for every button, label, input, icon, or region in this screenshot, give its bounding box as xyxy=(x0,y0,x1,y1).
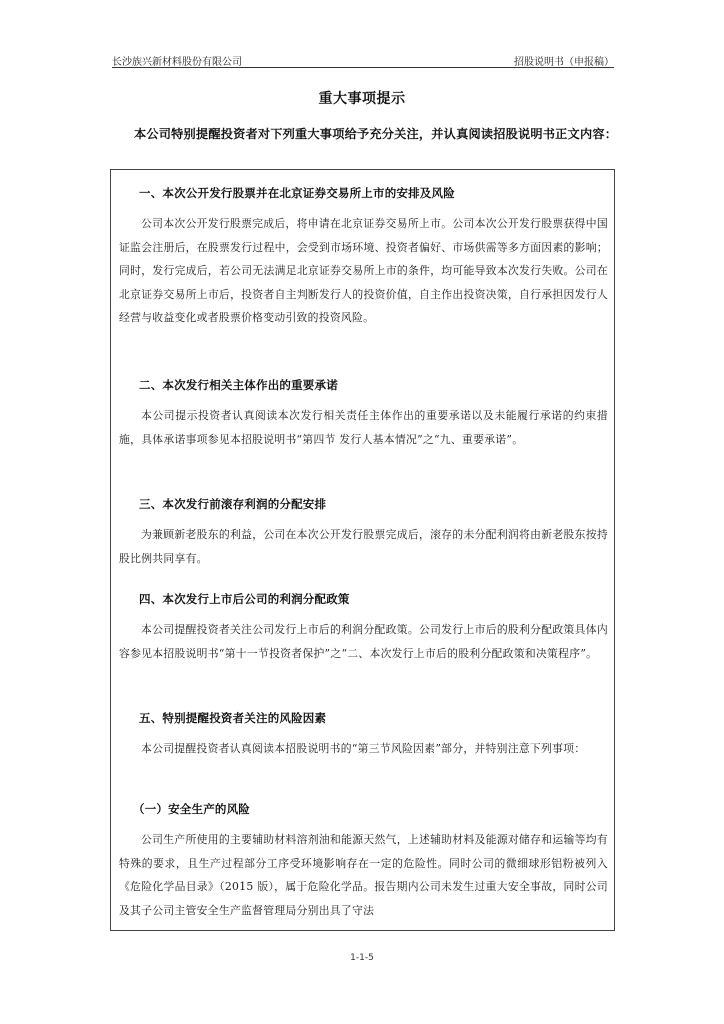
page-number: 1-1-5 xyxy=(350,953,374,963)
section-heading-1: 一、本次公开发行股票并在北京证券交易所上市的安排及风险 xyxy=(139,186,455,200)
section-heading-4: 四、本次发行上市后公司的利润分配政策 xyxy=(139,592,350,606)
section-body-5: 本公司提醒投资者认真阅读本招股说明书的“第三节风险因素”部分，并特别注意下列事项： xyxy=(141,742,586,755)
header-company-name: 长沙族兴新材料股份有限公司 xyxy=(112,57,242,68)
section-body-2: 本公司提示投资者认真阅读本次发行相关责任主体作出的重要承诺以及未能履行承诺的约束措施，具体承诺事项参见本招股说明书“第四节 发行人基本情况”之“九、重要承诺”。 xyxy=(119,409,608,446)
section-body-3: 为兼顾新老股东的利益，公司在本次公开发行股票完成后，滚存的未分配利润将由新老股东按持股比例共同享有。 xyxy=(119,528,608,565)
section-heading-3: 三、本次发行前滚存利润的分配安排 xyxy=(139,497,327,511)
section-heading-2: 二、本次发行相关主体作出的重要承诺 xyxy=(139,378,338,392)
page-header xyxy=(112,48,614,68)
section-heading-5: 五、特别提醒投资者关注的风险因素 xyxy=(139,711,327,725)
subsection-heading-safety: （一）安全生产的风险 xyxy=(133,802,250,816)
section-body-1: 公司本次公开发行股票完成后，将申请在北京证券交易所上市。公司本次公开发行股票获得中国证监会注册后，在股票发行过程中，会受到市场环境、投资者偏好、市场供需等多方面因素的影响；同时，发行完成后，若公司无法满足北京证券交易所上市的条件，均可能导致本次发行失败。公司在北京证券交易所上市后，投资者自主判断发行人的投资价值，自主作出投资决策，自行承担因发行人经营与收益变化或者股票价格变动引致的投资风险。 xyxy=(119,217,608,324)
section-body-4: 本公司提醒投资者关注公司发行上市后的利润分配政策。公司发行上市后的股利分配政策具体内容参见本招股说明书“第十一节投资者保护”之“二、本次发行上市后的股利分配政策和决策程序”。 xyxy=(119,623,608,660)
intro-paragraph: 本公司特别提醒投资者对下列重大事项给予充分关注，并认真阅读招股说明书正文内容： xyxy=(134,127,618,141)
header-document-type: 招股说明书（申报稿） xyxy=(514,57,614,68)
header-divider xyxy=(112,67,614,68)
document-title: 重大事项提示 xyxy=(318,91,406,107)
subsection-body-safety: 公司生产所使用的主要辅助材料溶剂油和能源天然气，上述辅助材料及能源对储存和运输等均有特殊的要求，且生产过程部分工序受环境影响存在一定的危险性。同时公司的微细球形铝粉被列入《危险化学品目录》（2015 版），属于危险化学品。报告期内公司未发生过重大安全事故，同时公司及其子公司主管安全生产监督管理局分别出具了守法 xyxy=(119,833,608,917)
important-notice-box xyxy=(110,169,615,931)
